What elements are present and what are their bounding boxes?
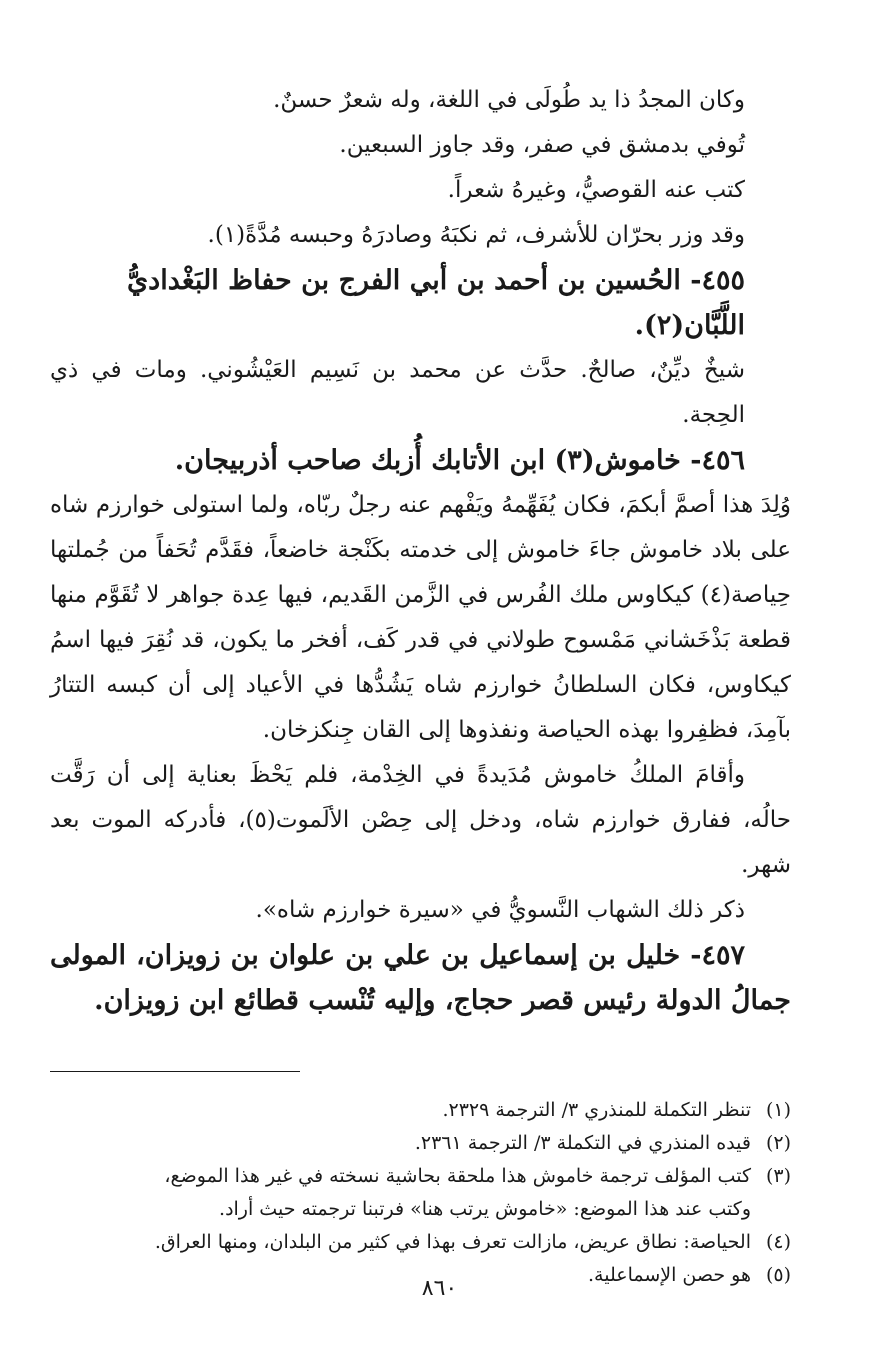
entry-paragraph-456-2: وأقامَ الملكُ خاموش مُدَيدةً في الخِدْمة، فلم يَحْظَ بعناية إلى أن رَقَّت حالُه، ففارق خوارزم شاه، ودخل إلى حِصْن الألَموت(٥)، فأدركه الموت بعد شهر. bbox=[50, 762, 791, 878]
page-number: ٨٦٠ bbox=[421, 1276, 458, 1301]
entry-text-455: شيخٌ ديِّنٌ، صالحٌ. حدَّث عن محمد بن نَسِيم العَيْشُوني. ومات في ذي الحِجة. bbox=[50, 357, 745, 428]
footnote-number: (٥) bbox=[765, 1264, 791, 1286]
footnotes bbox=[50, 1094, 791, 1292]
footnote-text: قيده المنذري في التكملة ٣/ الترجمة ٢٣٦١. bbox=[414, 1132, 751, 1154]
text-line: وكان المجدُ ذا يد طُولَى في اللغة، وله شعرٌ حسنٌ. bbox=[273, 87, 745, 113]
footnote-separator bbox=[50, 1071, 791, 1072]
main-text bbox=[50, 78, 791, 1023]
footnote-text: كتب المؤلف ترجمة خاموش هذا ملحقة بحاشية نسخته في غير هذا الموضع، bbox=[164, 1165, 751, 1187]
footnote-number: (١) bbox=[765, 1099, 791, 1121]
entry-paragraph-456-3: ذكر ذلك الشهاب النَّسويُّ في «سيرة خوارزم شاه». bbox=[255, 897, 745, 923]
footnote-2 bbox=[50, 1127, 791, 1160]
footnote-3 bbox=[50, 1160, 791, 1193]
footnote-text: هو حصن الإسماعلية. bbox=[588, 1264, 751, 1286]
entry-paragraph-456-1: وُلِدَ هذا أصمَّ أبكمَ، فكان يُفَهِّمهُ ويَفْهم عنه رجلٌ ربّاه، ولما استولى خوارزم شاه على بلاد خاموش جاءَ خاموش إلى خدمته بكَنْجة خاضعاً، فقَدَّم تُحَفاً من جُملتها حِياصة(٤) كيكاوس ملك الفُرس في الزَّمن القَديم، فيها عِدة جواهر لا تُقَوَّم منها قطعة بَذْخَشاني مَمْسوح طولاني في قدر كَف، أفخر ما يكون، قد نُقِرَ فيها اسمُ كيكاوس، فكان السلطانُ خوارزم شاه يَشُدُّها في الأعياد إلى أن كبسه التتارُ بآمِدَ، فظفِروا بهذه الحياصة ونفذوها إلى القان جِنكزخان. bbox=[50, 492, 791, 743]
entry-heading-457: ٤٥٧- خليل بن إسماعيل بن علي بن علوان بن زويزان، المولى جمالُ الدولة رئيس قصر حجاج، وإليه تُنْسب قطائع ابن زويزان. bbox=[50, 940, 791, 1016]
footnote-3-continuation: وكتب عند هذا الموضع: «خاموش يرتب هنا» فرتبنا ترجمته حيث أراد. bbox=[219, 1198, 751, 1220]
footnote-number: (٤) bbox=[765, 1231, 791, 1253]
footnote-number: (٢) bbox=[765, 1132, 791, 1154]
footnote-text: الحياصة: نطاق عريض، مازالت تعرف بهذا في كثير من البلدان، ومنها العراق. bbox=[154, 1231, 751, 1253]
entry-heading-456: ٤٥٦- خاموش(٣) ابن الأتابك أُزبك صاحب أذربيجان. bbox=[174, 445, 745, 476]
footnote-4 bbox=[50, 1226, 791, 1259]
footnote-number: (٣) bbox=[765, 1165, 791, 1187]
entry-heading-455: ٤٥٥- الحُسين بن أحمد بن أبي الفرج بن حفاظ البَغْداديُّ اللَّبَّان(٢). bbox=[127, 265, 745, 341]
text-line: كتب عنه القوصيُّ، وغيرهُ شعراً. bbox=[447, 177, 745, 203]
footnote-text: تنظر التكملة للمنذري ٣/ الترجمة ٢٣٢٩. bbox=[442, 1099, 751, 1121]
footnote-1 bbox=[50, 1094, 791, 1127]
text-line: تُوفي بدمشق في صفر، وقد جاوز السبعين. bbox=[339, 132, 745, 158]
text-line: وقد وزر بحرّان للأشرف، ثم نكبَهُ وصادرَهُ وحبسه مُدَّةً(١). bbox=[207, 222, 745, 248]
